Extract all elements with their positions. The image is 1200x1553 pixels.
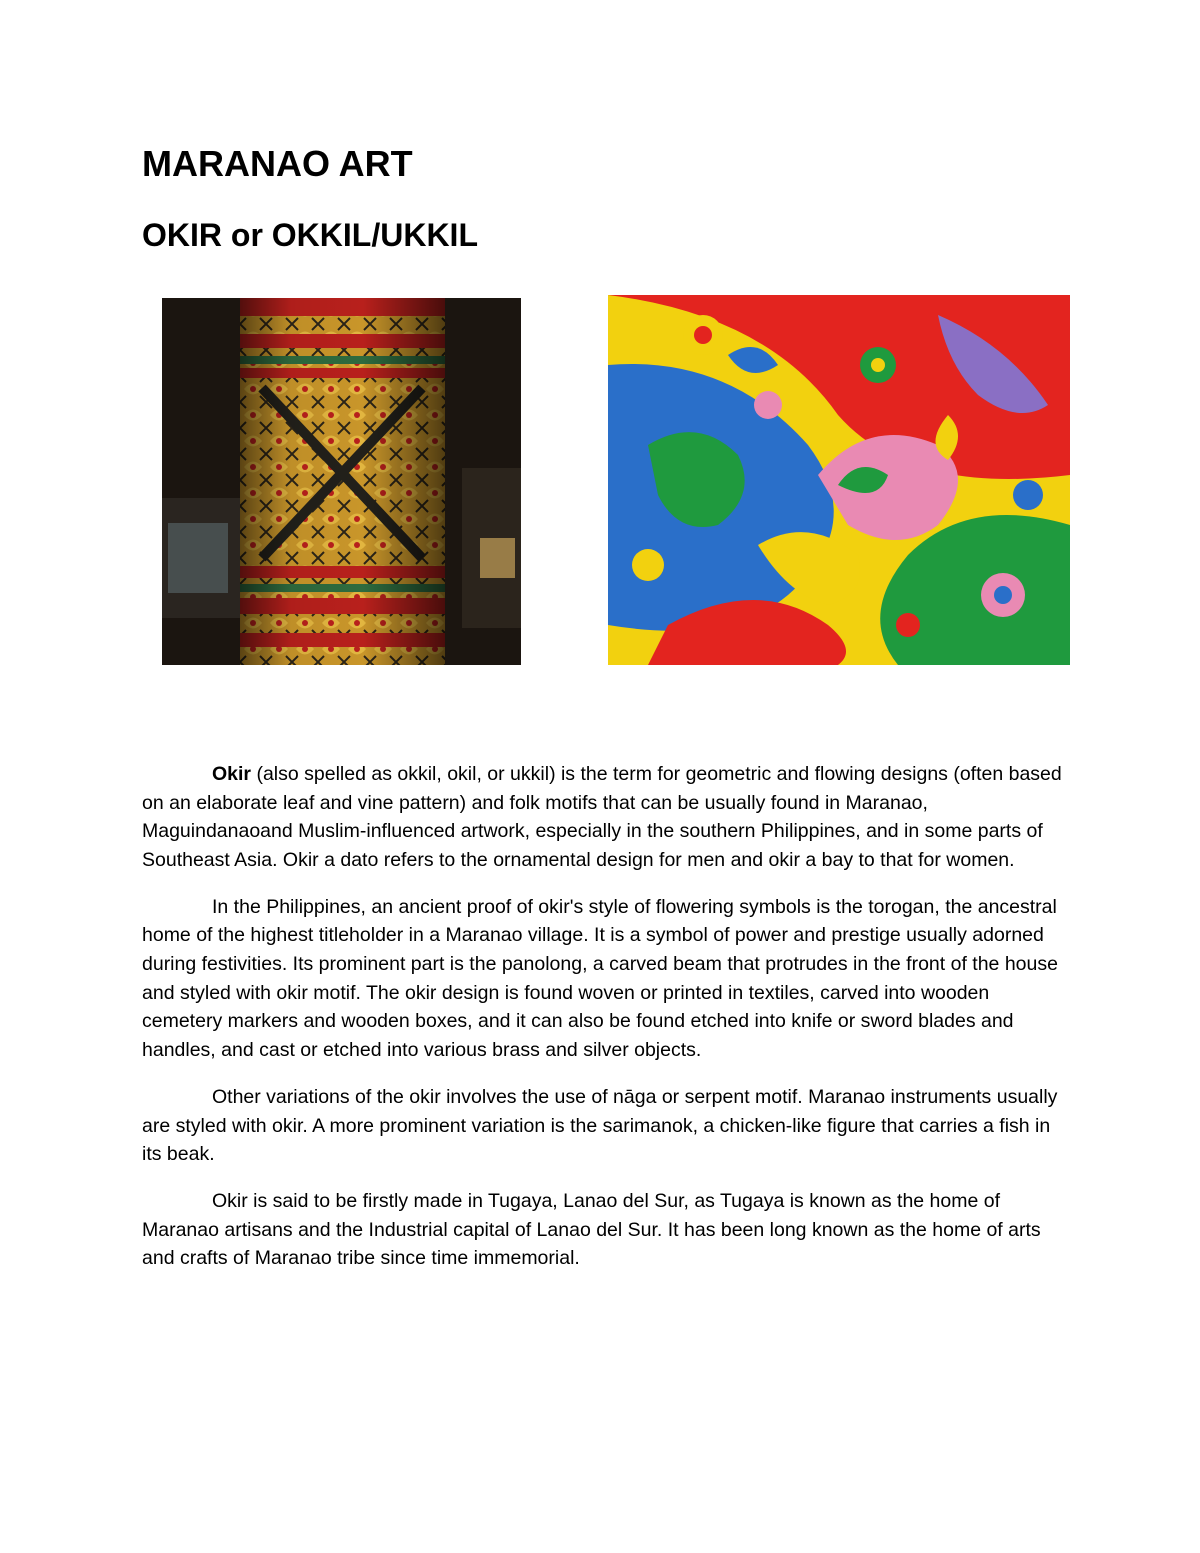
okir-colorful-pattern-artwork <box>608 295 1070 665</box>
page-subtitle: OKIR or OKKIL/UKKIL <box>142 217 478 253</box>
paragraph-tugaya: Okir is said to be firstly made in Tugaya, Lanao del Sur, as Tugaya is known as the home of Maranao artisans and the Industrial capital of Lanao del Sur. It has been long known as the home of arts and crafts of Maranao tribe since time immemorial. <box>142 1190 1041 1270</box>
paragraph-okir-definition <box>142 760 1067 874</box>
paragraph-okir-definition-text: (also spelled as okkil, okil, or ukkil) is the term for geometric and flowing designs (often based on an elaborate leaf and vine pattern) and folk motifs that can be usually found in Maranao, Maguindanaoand Muslim-influenced artwork, especially in the southern Philippines, and in some parts of Southeast Asia. Okir a dato refers to the ornamental design for men and okir a bay to that for women. <box>142 763 1062 871</box>
page-title: MARANAO ART <box>142 143 413 184</box>
okir-term: Okir <box>212 763 252 785</box>
pillar-illustration <box>162 298 521 665</box>
paragraph-torogan: In the Philippines, an ancient proof of okir's style of flowering symbols is the torogan, the ancestral home of the highest titleholder in a Maranao village. It is a symbol of power and prestige usually adorned during festivities. Its prominent part is the panolong, a carved beam that protrudes in the front of the house and styled with okir motif. The okir design is found woven or printed in textiles, carved into wooden cemetery markers and wooden boxes, and it can also be found etched into knife or sword blades and handles, and cast or etched into various brass and silver objects. <box>142 895 1058 1061</box>
paragraph-variations: Other variations of the okir involves the use of nāga or serpent motif. Maranao instruments usually are styled with okir. A more prominent variation is the sarimanok, a chicken-like figure that carries a fish in its beak. <box>142 1085 1058 1166</box>
pattern-illustration <box>608 295 1070 665</box>
okir-carved-pillar-photo <box>162 298 521 665</box>
body-text <box>142 760 1067 1292</box>
